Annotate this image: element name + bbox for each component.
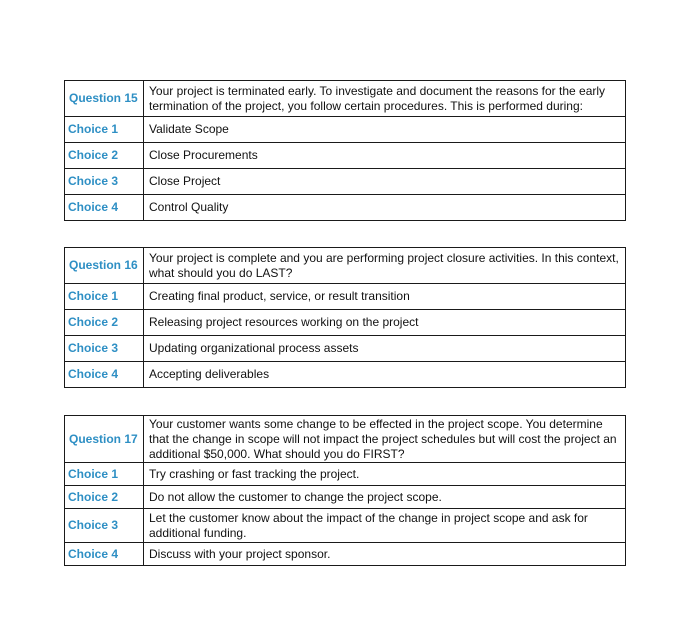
question-label: Question 17 bbox=[65, 416, 144, 463]
choice-text: Discuss with your project sponsor. bbox=[144, 543, 626, 566]
choice-row[interactable] bbox=[65, 336, 626, 362]
choice-text: Control Quality bbox=[144, 195, 626, 221]
choice-text: Try crashing or fast tracking the project. bbox=[144, 463, 626, 486]
question-15-table bbox=[64, 80, 626, 221]
choice-label: Choice 3 bbox=[65, 169, 144, 195]
choice-text: Accepting deliverables bbox=[144, 362, 626, 388]
question-17-table bbox=[64, 415, 626, 566]
choice-row[interactable] bbox=[65, 543, 626, 566]
choice-text: Releasing project resources working on the project bbox=[144, 310, 626, 336]
choice-label: Choice 2 bbox=[65, 486, 144, 509]
choice-text: Updating organizational process assets bbox=[144, 336, 626, 362]
choice-label: Choice 1 bbox=[65, 117, 144, 143]
choice-text: Close Project bbox=[144, 169, 626, 195]
question-text: Your customer wants some change to be effected in the project scope. You determine that the change in scope will not impact the project schedules but will cost the project an additional $50,000. What should you do FIRST? bbox=[144, 416, 626, 463]
question-text: Your project is complete and you are performing project closure activities. In this context, what should you do LAST? bbox=[144, 248, 626, 284]
choice-row[interactable] bbox=[65, 486, 626, 509]
question-label: Question 16 bbox=[65, 248, 144, 284]
choice-row[interactable] bbox=[65, 143, 626, 169]
choice-label: Choice 3 bbox=[65, 509, 144, 543]
choice-row[interactable] bbox=[65, 169, 626, 195]
choice-row[interactable] bbox=[65, 310, 626, 336]
choice-label: Choice 4 bbox=[65, 362, 144, 388]
choice-text: Let the customer know about the impact of the change in project scope and ask for additional funding. bbox=[144, 509, 626, 543]
question-row bbox=[65, 248, 626, 284]
choice-label: Choice 4 bbox=[65, 195, 144, 221]
choice-text: Creating final product, service, or result transition bbox=[144, 284, 626, 310]
choice-text: Close Procurements bbox=[144, 143, 626, 169]
question-row bbox=[65, 416, 626, 463]
question-row bbox=[65, 81, 626, 117]
choice-label: Choice 2 bbox=[65, 143, 144, 169]
choice-label: Choice 1 bbox=[65, 284, 144, 310]
choice-row[interactable] bbox=[65, 117, 626, 143]
question-16-table bbox=[64, 247, 626, 388]
choice-text: Do not allow the customer to change the project scope. bbox=[144, 486, 626, 509]
choice-label: Choice 4 bbox=[65, 543, 144, 566]
choice-row[interactable] bbox=[65, 463, 626, 486]
choice-label: Choice 2 bbox=[65, 310, 144, 336]
choice-row[interactable] bbox=[65, 284, 626, 310]
choice-text: Validate Scope bbox=[144, 117, 626, 143]
question-text: Your project is terminated early. To investigate and document the reasons for the early termination of the project, you follow certain procedures. This is performed during: bbox=[144, 81, 626, 117]
choice-row[interactable] bbox=[65, 195, 626, 221]
choice-label: Choice 1 bbox=[65, 463, 144, 486]
question-label: Question 15 bbox=[65, 81, 144, 117]
choice-row[interactable] bbox=[65, 509, 626, 543]
choice-row[interactable] bbox=[65, 362, 626, 388]
choice-label: Choice 3 bbox=[65, 336, 144, 362]
